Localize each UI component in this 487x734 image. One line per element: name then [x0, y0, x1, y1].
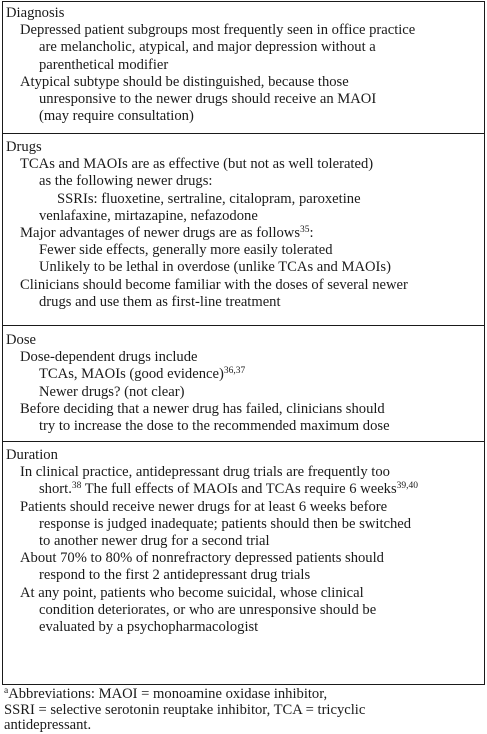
list-item: About 70% to 80% of nonrefractory depressed patients should	[20, 550, 384, 567]
section-title: Drugs	[6, 139, 42, 155]
item-text: short.	[39, 481, 72, 498]
footnote-line: antidepressant.	[4, 717, 92, 734]
list-item-continued: try to increase the dose to the recommended maximum dose	[39, 418, 390, 435]
reference-superscript: 39,40	[396, 481, 419, 492]
footnote-mark: a	[4, 686, 9, 696]
list-item	[2, 225, 485, 242]
list-item-continued: respond to the first 2 antidepressant drug trials	[39, 567, 311, 584]
item-text: :	[309, 225, 314, 242]
sub-item: Unlikely to be lethal in overdose (unlike TCAs and MAOIs)	[39, 259, 391, 276]
item-text: The full effects of MAOIs and TCAs require 6 weeks	[81, 481, 397, 498]
list-item-continued: evaluated by a psychopharmacologist	[39, 619, 259, 636]
list-item: Patients should receive newer drugs for at least 6 weeks before	[20, 498, 388, 515]
sub-item-continued: venlafaxine, mirtazapine, nefazodone	[39, 207, 258, 224]
bottom-rule	[2, 684, 485, 685]
list-item-continued	[2, 481, 485, 498]
guideline-table	[2, 1, 485, 734]
list-item-continued: to another newer drug for a second trial	[39, 533, 270, 550]
list-item: At any point, patients who become suicidal, whose clinical	[20, 584, 364, 601]
list-item-continued: as the following newer drugs:	[39, 173, 213, 190]
reference-superscript: 35	[300, 225, 310, 236]
footnote-text: Abbreviations: MAOI = monoamine oxidase inhibitor,	[8, 686, 328, 702]
sub-item: Newer drugs? (not clear)	[39, 383, 185, 400]
section-rule	[2, 133, 485, 134]
list-item: Atypical subtype should be distinguished, because those	[20, 73, 349, 90]
footnote-line: SSRI = selective serotonin reuptake inhibitor, TCA = tricyclic	[4, 701, 366, 718]
list-item: In clinical practice, antidepressant drug trials are frequently too	[20, 464, 390, 481]
list-item-continued: (may require consultation)	[39, 108, 194, 125]
list-item: TCAs and MAOIs are as effective (but not as well tolerated)	[20, 156, 374, 173]
section-dose	[2, 332, 485, 435]
item-text: Major advantages of newer drugs are as follows	[20, 225, 301, 242]
item-text: TCAs, MAOIs (good evidence)	[39, 366, 224, 383]
section-diagnosis	[2, 5, 485, 125]
list-item-continued: parenthetical modifier	[39, 56, 169, 73]
list-item: Depressed patient subgroups most frequently seen in office practice	[20, 22, 416, 39]
list-item: Clinicians should become familiar with the doses of several newer	[20, 276, 408, 293]
list-item: Dose-dependent drugs include	[20, 349, 198, 366]
list-item-continued: condition deteriorates, or who are unresponsive should be	[39, 601, 377, 618]
top-rule	[2, 1, 485, 2]
sub-item: SSRIs: fluoxetine, sertraline, citalopram, paroxetine	[57, 190, 361, 207]
section-title: Diagnosis	[6, 5, 65, 21]
section-drugs	[2, 139, 485, 311]
section-rule	[2, 441, 485, 442]
section-duration	[2, 447, 485, 636]
sub-item	[2, 366, 485, 383]
sub-item: Fewer side effects, generally more easily tolerated	[39, 242, 333, 259]
list-item-continued: response is judged inadequate; patients should then be switched	[39, 515, 412, 532]
list-item-continued: are melancholic, atypical, and major depression without a	[39, 39, 376, 56]
reference-superscript: 36,37	[223, 366, 246, 377]
list-item-continued: drugs and use them as first-line treatment	[39, 293, 281, 310]
table-footnote	[2, 687, 485, 734]
reference-superscript: 38	[71, 481, 82, 492]
section-title: Dose	[6, 332, 36, 348]
section-title: Duration	[6, 447, 58, 463]
list-item: Before deciding that a newer drug has failed, clinicians should	[20, 400, 385, 417]
section-rule	[2, 325, 485, 326]
footnote-line	[4, 687, 485, 703]
list-item-continued: unresponsive to the newer drugs should receive an MAOI	[39, 91, 377, 108]
